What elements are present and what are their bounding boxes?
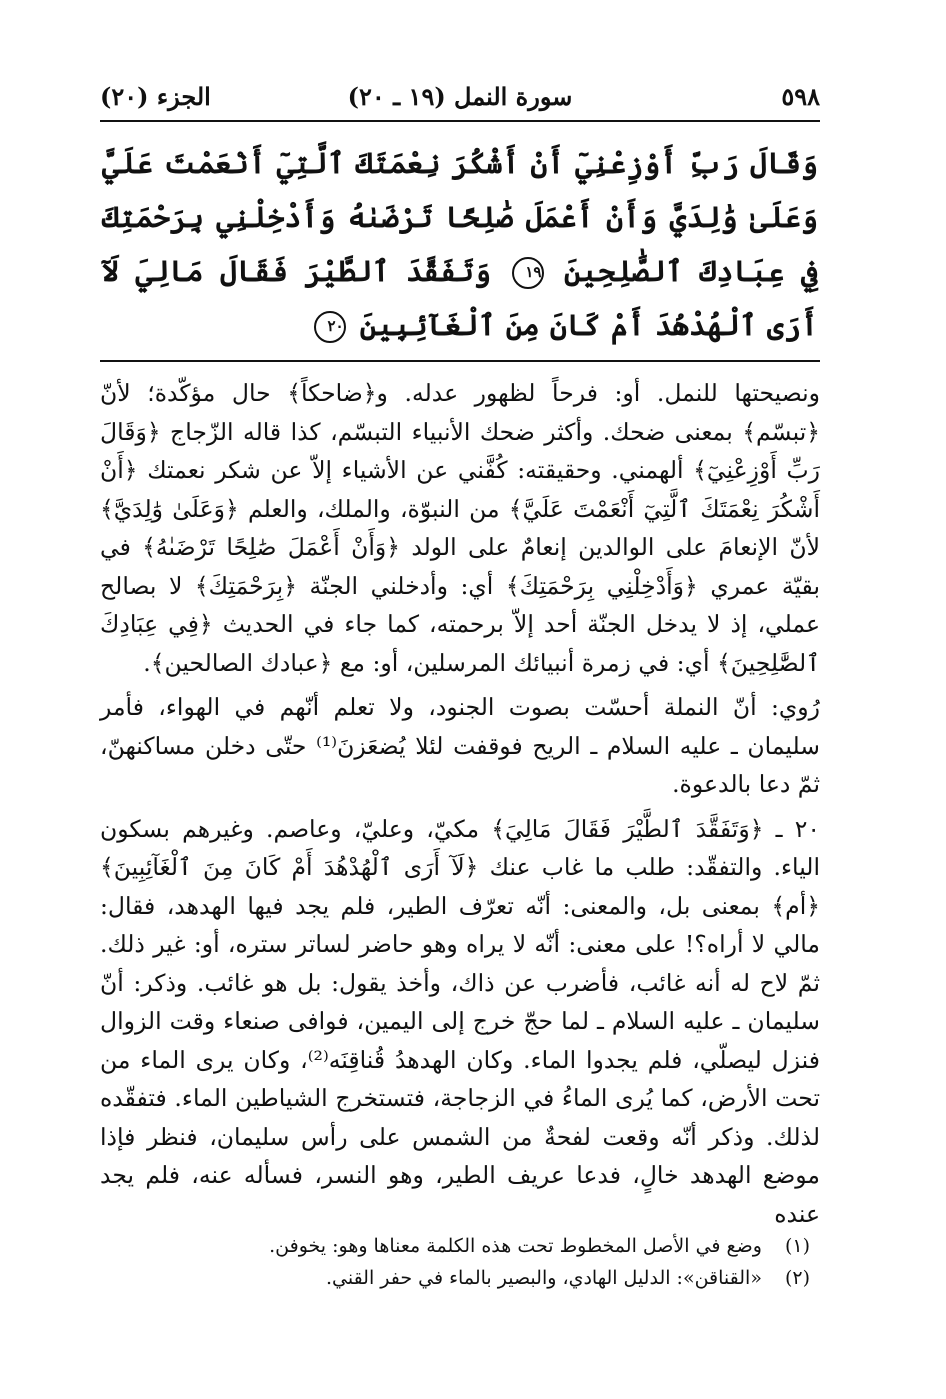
footnote-number: (١) — [784, 1235, 810, 1257]
verse-number-marker: ١٩ — [512, 257, 544, 289]
header-divider — [100, 120, 820, 122]
running-header — [100, 80, 820, 120]
commentary-paragraph: رُوي: أنّ النملة أحسّت بصوت الجنود، ولا تعلم أنّهم في الهواء، فأمر سليمان ـ عليه السلام ـ الريح فوقفت لئلا يُضعَزنَ⁽¹⁾ حتّى دخلن مساكنهنّ، ثمّ دعا بالدعوة. — [100, 693, 820, 798]
commentary-paragraph: ٢٠ ـ ﴿وَتَفَقَّدَ ٱلطَّيْرَ فَقَالَ مَالِيَ﴾ مكيّ، وعليّ، وعاصم. وغيرهم بسكون الياء. والتفقّد: طلب ما غاب عنك ﴿لَآ أَرَى ٱلْهُدْهُدَ أَمْ كَانَ مِنَ ٱلْغَآئِبِينَ﴾ ﴿أم﴾ بمعنى بل، والمعنى: أنّه تعرّف الطير، فلم يجد فيها الهدهد، فقال: مالي لا أراه؟! على معنى: أنّه لا يراه وهو حاضر لساتر ستره، أو: غير ذلك. ثمّ لاح له أنه غائب، فأضرب عن ذاك، وأخذ يقول: بل هو غائب. وذكر: أنّ سليمان ـ عليه السلام ـ لما حجّ خرج إلى اليمين، فوافى صنعاء وقت الزوال فنزل ليصلّي، فلم يجدوا الماء. وكان الهدهدُ قُناقِنَه⁽²⁾، وكان يرى الماء من تحت الأرض، كما يُرى الماءُ في الزجاجة، فتستخرج الشياطين الماء. فتفقّده لذلك. وذكر أنّه وقعت لفحةٌ من الشمس على رأس سليمان، فنظر فإذا موضع الهدهد خالٍ، فدعا عريف الطير، وهو النسر، فسأله عنه، فلم يجد عنده — [100, 814, 820, 1228]
commentary-paragraph: ونصيحتها للنمل. أو: فرحاً لظهور عدله. و﴿ضاحكاً﴾ حال مؤكّدة؛ لأنّ ﴿تبسّم﴾ بمعنى ضحك. وأكثر ضحك الأنبياء التبسّم، كذا قاله الزّجاج ﴿وَقَالَ رَبِّ أَوْزِعْنِيٓ﴾ ألهمني. وحقيقته: كُفَّني عن الأشياء إلاّ عن شكر نعمتك ﴿أَنْ أَشْكُرَ نِعْمَتَكَ ٱلَّتِيٓ أَنْعَمْتَ عَلَيَّ﴾ من النبوّة، والملك، والعلم ﴿وَعَلَىٰ وَٰلِدَيَّ﴾ لأنّ الإنعامَ على الوالدين إنعامٌ على الولد ﴿وَأَنْ أَعْمَلَ صَٰلِحًا تَرْضَىٰهُ﴾ في بقيّة عمري ﴿وَأَدْخِلْنِي بِرَحْمَتِكَ﴾ أي: وأدخلني الجنّة ﴿بِرَحْمَتِكَ﴾ لا بصالح عملي، إذ لا يدخل الجنّة أحد إلاّ برحمته، كما جاء في الحديث ﴿فِي عِبَادِكَ ٱلصَّٰلِحِينَ﴾ أي: في زمرة أنبيائك المرسلين، أو: مع ﴿عبادك الصالحين﴾. — [100, 379, 820, 677]
footnotes — [100, 1230, 820, 1294]
surah-title: سورة النمل (١٩ ـ ٢٠) — [347, 82, 573, 111]
verse-text-20: وَتَفَقَّدَ ٱلطَّيْرَ فَقَالَ مَالِيَ لَآ أَرَى ٱلْهُدْهُدَ أَمْ كَانَ مِنَ ٱلْغَآئِبِينَ — [102, 254, 818, 342]
tafsir-commentary — [100, 374, 820, 1233]
footnote — [100, 1230, 810, 1262]
footnote-number: (٢) — [784, 1267, 810, 1289]
footnote — [100, 1262, 810, 1294]
footnote-text: «القناقن»: الدليل الهادي، والبصير بالماء في حفر القني. — [325, 1267, 762, 1289]
verse-text-19: وَقَالَ رَبِّ أَوْزِعْنِيٓ أَنْ أَشْكُرَ نِعْمَتَكَ ٱلَّتِيٓ أَنْعَمْتَ عَلَيَّ وَعَلَىٰ وَٰلِدَيَّ وَأَنْ أَعْمَلَ صَٰلِحًا تَرْضَىٰهُ وَأَدْخِلْنِي بِرَحْمَتِكَ فِي عِبَادِكَ ٱلصَّٰلِحِينَ — [102, 146, 818, 288]
verse-number-marker: ٢٠ — [314, 311, 346, 343]
quran-verse-block — [102, 136, 818, 352]
page — [100, 80, 820, 1239]
verse-divider — [100, 360, 820, 362]
footnote-text: وضع في الأصل المخطوط تحت هذه الكلمة معناها وهو: يخوفن. — [269, 1235, 762, 1257]
juz-label: الجزء (٢٠) — [100, 82, 211, 111]
page-number: ٥٩٨ — [781, 82, 820, 111]
